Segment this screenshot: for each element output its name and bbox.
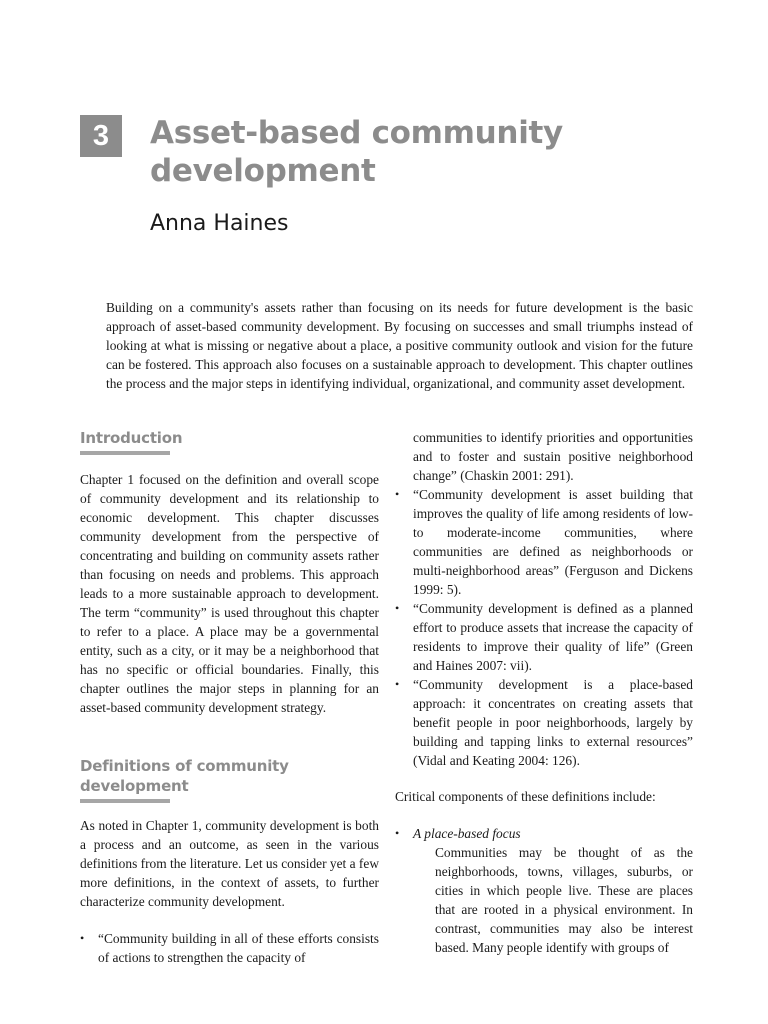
definitions-list <box>395 485 693 770</box>
bullet-continuation: communities to identify priorities and opportunities and to foster and sustain positive neighborhood change” (Chaskin 2001: 291). <box>413 430 693 483</box>
bullet-icon: • <box>395 487 400 501</box>
author-name: Anna Haines <box>150 211 289 236</box>
component-description: Communities may be thought of as the neighborhoods, towns, villages, suburbs, or cities in which people live. These are places that are rooted in a physical environment. In contrast, communities may also be interest based. Many people identify with groups of <box>435 845 693 955</box>
left-column <box>80 428 379 967</box>
list-item <box>395 599 693 675</box>
list-item <box>395 675 693 770</box>
bullet-icon: • <box>395 826 400 840</box>
list-item-text: “Community development is a place-based approach: it concentrates on creating assets that benefit people in poor neighborhoods, largely by building and tapping links to external resources” (Vidal and Keating 2004: 126). <box>413 677 693 768</box>
definitions-paragraph: As noted in Chapter 1, community development is both a process and an outcome, as seen in the various definitions from the literature. Let us consider yet a few more definitions, in the context of assets, to further characterize community development. <box>80 818 379 909</box>
chapter-number-badge: 3 <box>80 115 122 157</box>
list-item-text: “Community development is defined as a planned effort to produce assets that increase the capacity of residents to improve their quality of life” (Green and Haines 2007: vii). <box>413 601 693 673</box>
definitions-heading: Definitions of community development <box>80 757 289 795</box>
bullet-icon: • <box>80 931 85 945</box>
heading-underline <box>80 799 170 803</box>
components-intro: Critical components of these definitions include: <box>395 789 656 804</box>
list-item <box>395 824 693 843</box>
list-item-text: “Community development is asset building that improves the quality of life among residents of low- to moderate-income communities, where communities are defined as neighborhoods or multi-neighborhood areas” (Ferguson and Dickens 1999: 5). <box>413 487 693 597</box>
list-item <box>80 929 379 967</box>
bullet-icon: • <box>395 601 400 615</box>
component-title: A place-based focus <box>413 826 521 841</box>
definitions-list-start <box>80 929 379 967</box>
chapter-title: Asset-based community development <box>150 115 563 189</box>
components-list <box>395 824 693 843</box>
list-item <box>395 485 693 599</box>
heading-underline <box>80 451 170 455</box>
bullet-icon: • <box>395 677 400 691</box>
introduction-heading: Introduction <box>80 429 183 447</box>
right-column <box>395 428 693 957</box>
list-item-text: “Community building in all of these efforts consists of actions to strengthen the capacity of <box>98 931 379 965</box>
chapter-abstract: Building on a community's assets rather than focusing on its needs for future development is the basic approach of asset-based community development. By focusing on successes and small triumphs instead of looking at what is missing or negative about a place, a positive community outlook and vision for the future can be fostered. This approach also focuses on a sustainable approach to development. This chapter outlines the process and the major steps in identifying individual, organizational, and community asset development. <box>106 300 693 391</box>
introduction-paragraph: Chapter 1 focused on the definition and overall scope of community development and its relationship to economic development. This chapter discusses community development from the perspective of concentrating and building on community assets rather than focusing on needs and problems. This approach leads to a more sustainable approach to development. The term “community” is used throughout this chapter to refer to a place. A place may be a governmental entity, such as a city, or it may be a neighborhood that has no specific or official boundaries. Finally, this chapter outlines the major steps in planning for an asset-based community development strategy. <box>80 472 379 715</box>
